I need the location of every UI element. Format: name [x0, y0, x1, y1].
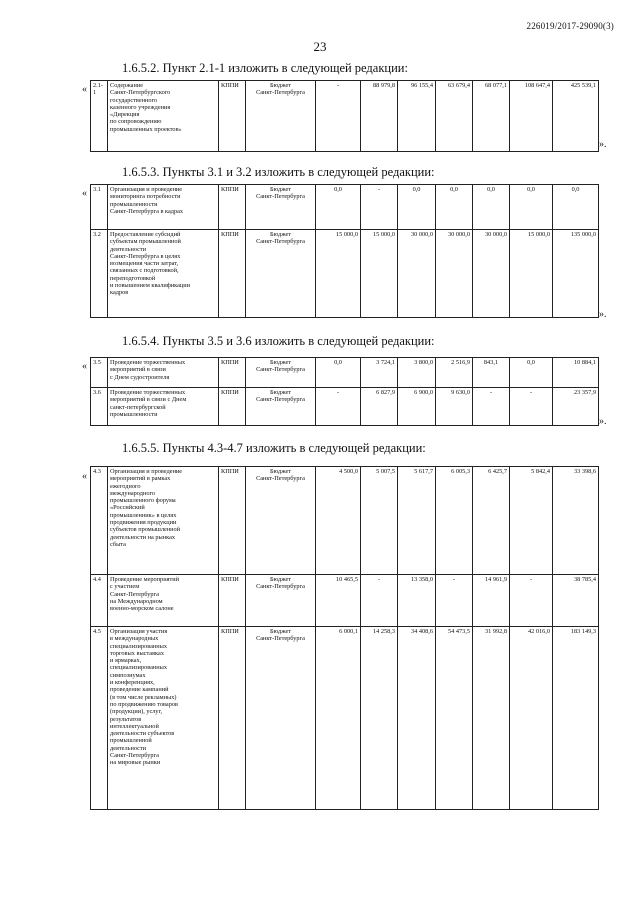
- row-number: 4.4: [91, 575, 108, 627]
- row-source: Бюджет Санкт-Петербурга: [246, 185, 316, 230]
- row-source: Бюджет Санкт-Петербурга: [246, 575, 316, 627]
- row-source: Бюджет Санкт-Петербурга: [246, 358, 316, 388]
- row-number: 4.5: [91, 627, 108, 810]
- row-value: 6 005,3: [436, 467, 473, 575]
- row-value: 15 000,0: [316, 230, 361, 318]
- table-row: [91, 230, 599, 318]
- row-executor: КППИ: [219, 627, 246, 810]
- row-source: Бюджет Санкт-Петербурга: [246, 81, 316, 152]
- section-heading: 1.6.5.3. Пункты 3.1 и 3.2 изложить в следующей редакции:: [122, 165, 435, 179]
- row-value: 843,1: [473, 358, 510, 388]
- program-table: [90, 80, 599, 152]
- row-executor: КППИ: [219, 575, 246, 627]
- row-value: 31 992,8: [473, 627, 510, 810]
- table-row: [91, 185, 599, 230]
- row-name: Содержание Санкт-Петербургского государственного казенного учреждения «Дирекция по сопровождению промышленных проектов»: [108, 81, 219, 152]
- row-value: 30 000,0: [398, 230, 436, 318]
- row-total: 135 000,0: [553, 230, 599, 318]
- row-value: -: [361, 575, 398, 627]
- row-source: Бюджет Санкт-Петербурга: [246, 627, 316, 810]
- row-name: Организация и проведение мероприятий в рамках ежегодного международного промышленного форума «Российский промышленник» в целях продвижения продукции субъектов промышленной деятельности на рынках сбыта: [108, 467, 219, 575]
- row-source: Бюджет Санкт-Петербурга: [246, 388, 316, 426]
- row-name: Проведение торжественных мероприятий в связи с Днем санкт-петербургской промышленности: [108, 388, 219, 426]
- program-table: [90, 466, 599, 810]
- row-value: 54 473,5: [436, 627, 473, 810]
- row-value: 3 800,0: [398, 358, 436, 388]
- row-value: 96 155,4: [398, 81, 436, 152]
- row-value: -: [510, 388, 553, 426]
- open-quote: «: [82, 84, 87, 95]
- row-value: -: [316, 388, 361, 426]
- row-value: 0,0: [398, 185, 436, 230]
- row-value: 10 465,5: [316, 575, 361, 627]
- row-total: 425 539,1: [553, 81, 599, 152]
- row-total: 23 357,9: [553, 388, 599, 426]
- table-row: [91, 81, 599, 152]
- row-value: 63 679,4: [436, 81, 473, 152]
- row-executor: КППИ: [219, 358, 246, 388]
- section-heading: 1.6.5.4. Пункты 3.5 и 3.6 изложить в следующей редакции:: [122, 334, 435, 348]
- row-value: 2 516,9: [436, 358, 473, 388]
- row-executor: КППИ: [219, 467, 246, 575]
- program-table: [90, 184, 599, 318]
- row-total: 33 398,6: [553, 467, 599, 575]
- table-row: [91, 575, 599, 627]
- row-value: 34 408,6: [398, 627, 436, 810]
- row-value: 3 724,1: [361, 358, 398, 388]
- row-executor: КППИ: [219, 185, 246, 230]
- row-value: 42 016,0: [510, 627, 553, 810]
- close-quote: ».: [599, 139, 607, 150]
- row-value: 14 961,9: [473, 575, 510, 627]
- row-value: 5 842,4: [510, 467, 553, 575]
- close-quote: ».: [599, 416, 607, 427]
- open-quote: «: [82, 471, 87, 482]
- row-value: -: [361, 185, 398, 230]
- row-value: 6 000,1: [316, 627, 361, 810]
- row-value: -: [510, 575, 553, 627]
- row-value: 6 900,0: [398, 388, 436, 426]
- row-number: 2.1-1: [91, 81, 108, 152]
- row-value: 15 000,0: [510, 230, 553, 318]
- row-executor: КППИ: [219, 230, 246, 318]
- table-row: [91, 467, 599, 575]
- row-name: Организация и проведение мониторинга потребности промышленности Санкт-Петербурга в кадрах: [108, 185, 219, 230]
- row-value: 0,0: [510, 358, 553, 388]
- row-value: 6 827,9: [361, 388, 398, 426]
- section-heading: 1.6.5.2. Пункт 2.1-1 изложить в следующей редакции:: [122, 61, 408, 75]
- row-value: 108 647,4: [510, 81, 553, 152]
- row-value: 13 358,0: [398, 575, 436, 627]
- row-total: 10 884,1: [553, 358, 599, 388]
- row-source: Бюджет Санкт-Петербурга: [246, 467, 316, 575]
- row-value: 30 000,0: [436, 230, 473, 318]
- row-value: 4 500,0: [316, 467, 361, 575]
- row-total: 38 785,4: [553, 575, 599, 627]
- page-number: 23: [313, 39, 327, 54]
- row-name: Организация участия в международных специализированных торговых выставках и ярмарках, специализированных симпозиумах и конференциях, проведение кампаний (в том числе рекламных) по продвижению товаров (продукции), услуг, результатов интеллектуальной деятельности субъектов промышленной деятельности Санкт-Петербурга на мировые рынки: [108, 627, 219, 810]
- row-source: Бюджет Санкт-Петербурга: [246, 230, 316, 318]
- close-quote: ».: [599, 309, 607, 320]
- row-value: 30 000,0: [473, 230, 510, 318]
- row-value: -: [473, 388, 510, 426]
- row-name: Проведение торжественных мероприятий в связи с Днем судостроителя: [108, 358, 219, 388]
- row-value: 14 258,3: [361, 627, 398, 810]
- row-value: 0,0: [436, 185, 473, 230]
- section-heading: 1.6.5.5. Пункты 4.3-4.7 изложить в следующей редакции:: [122, 441, 426, 455]
- row-value: -: [436, 575, 473, 627]
- row-value: 0,0: [316, 185, 361, 230]
- row-value: 68 077,1: [473, 81, 510, 152]
- row-total: 183 149,3: [553, 627, 599, 810]
- row-executor: КППИ: [219, 81, 246, 152]
- row-value: 5 007,5: [361, 467, 398, 575]
- document-number: 226019/2017-29090(3): [526, 21, 614, 31]
- row-number: 4.3: [91, 467, 108, 575]
- table-row: [91, 388, 599, 426]
- row-number: 3.6: [91, 388, 108, 426]
- row-number: 3.1: [91, 185, 108, 230]
- program-table: [90, 357, 599, 426]
- row-value: 6 425,7: [473, 467, 510, 575]
- row-name: Предоставление субсидий субъектам промышленной деятельности Санкт-Петербурга в целях возмещения части затрат, связанных с подготовкой, переподготовкой и повышением квалификации кадров: [108, 230, 219, 318]
- row-value: 88 979,8: [361, 81, 398, 152]
- row-value: 0,0: [473, 185, 510, 230]
- row-executor: КППИ: [219, 388, 246, 426]
- table-row: [91, 627, 599, 810]
- table-row: [91, 358, 599, 388]
- row-number: 3.2: [91, 230, 108, 318]
- row-value: -: [316, 81, 361, 152]
- row-total: 0,0: [553, 185, 599, 230]
- row-name: Проведение мероприятий с участием Санкт-Петербурга на Международном военно-морском салоне: [108, 575, 219, 627]
- row-number: 3.5: [91, 358, 108, 388]
- row-value: 5 617,7: [398, 467, 436, 575]
- open-quote: «: [82, 188, 87, 199]
- row-value: 9 630,0: [436, 388, 473, 426]
- open-quote: «: [82, 361, 87, 372]
- row-value: 0,0: [316, 358, 361, 388]
- row-value: 15 000,0: [361, 230, 398, 318]
- row-value: 0,0: [510, 185, 553, 230]
